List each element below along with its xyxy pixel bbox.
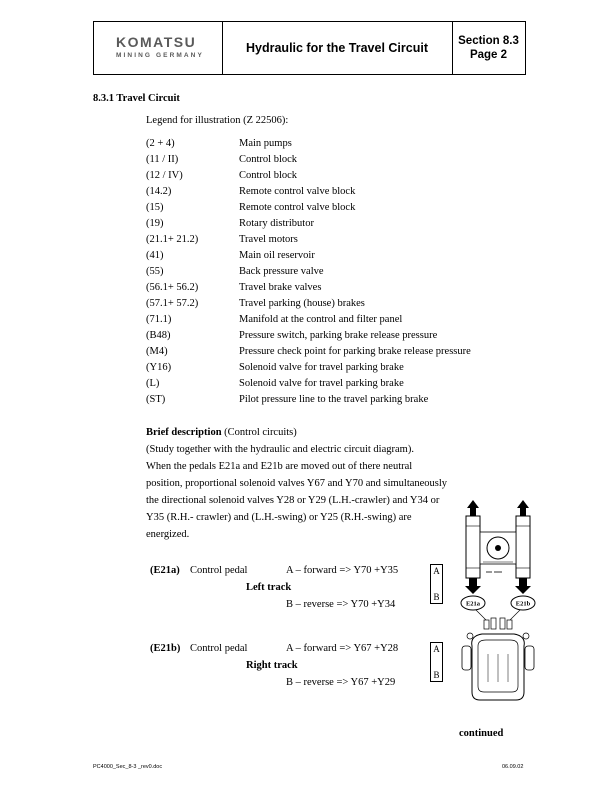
logo-cell	[94, 22, 223, 74]
legend-desc: Pressure check point for parking brake release pressure	[239, 346, 471, 357]
excavator-travel-illustration	[458, 496, 538, 702]
legend-desc: Solenoid valve for travel parking brake	[239, 378, 404, 389]
brief-line: (Study together with the hydraulic and electric circuit diagram).	[146, 444, 414, 455]
komatsu-logo: KOMATSU	[116, 34, 197, 50]
track-label: Left track	[246, 582, 292, 593]
brief-line: Y35 (R.H.- crawler) and (L.H.-swing) or Y25 (R.H.-swing) are	[146, 512, 412, 523]
legend-desc: Remote control valve block	[239, 202, 356, 213]
page-number: Page 2	[469, 49, 508, 61]
legend-code: (B48)	[146, 330, 171, 341]
pedal-label-left: E21a	[465, 600, 481, 608]
legend-desc: Back pressure valve	[239, 266, 324, 277]
legend-code: (19)	[146, 218, 164, 229]
legend-desc: Control block	[239, 170, 298, 181]
pedal-position-a: A	[433, 566, 440, 576]
pedal-position-b: B	[433, 670, 440, 680]
legend-desc: Travel brake valves	[239, 282, 322, 293]
legend-code: (57.1+ 57.2)	[146, 298, 199, 309]
legend-desc: Manifold at the control and filter panel	[239, 314, 403, 325]
brief-heading-rest: (Control circuits)	[221, 427, 297, 438]
pedal-label: Control pedal	[190, 643, 248, 654]
legend-desc: Travel parking (house) brakes	[239, 298, 365, 309]
pedal-label-right: E21b	[515, 600, 531, 608]
brief-line: the directional solenoid valves Y28 or Y29 (L.H.-crawler) and Y34 or	[146, 495, 440, 506]
legend-code: (14.2)	[146, 186, 172, 197]
pedal-symbol	[430, 564, 443, 604]
document-title: Hydraulic for the Travel Circuit	[222, 22, 453, 74]
legend-intro: Legend for illustration (Z 22506):	[146, 115, 289, 126]
legend-code: (11 / II)	[146, 154, 179, 165]
legend-desc: Pilot pressure line to the travel parking brake	[239, 394, 429, 405]
legend-code: (Y16)	[146, 362, 172, 373]
legend-desc: Main pumps	[239, 138, 292, 149]
pedal-position-a: A	[433, 644, 440, 654]
track-label: Right track	[246, 660, 298, 671]
pedal-id: (E21a)	[150, 565, 180, 576]
footer-filename: PC4000_Sec_8-3 _rev0.doc	[93, 764, 163, 770]
brief-line: position, proportional solenoid valves Y67 and Y70 and simultaneously	[146, 478, 448, 489]
legend-code: (ST)	[146, 394, 166, 405]
legend-desc: Rotary distributor	[239, 218, 314, 229]
footer-date: 06.09.02	[502, 764, 524, 770]
legend-desc: Main oil reservoir	[239, 250, 315, 261]
reverse-arrow-icon	[465, 578, 531, 594]
brief-line: energized.	[146, 529, 190, 540]
pedal-position-b: B	[433, 592, 440, 602]
legend-code: (L)	[146, 378, 160, 389]
legend-code: (15)	[146, 202, 164, 213]
legend-desc: Solenoid valve for travel parking brake	[239, 362, 404, 373]
legend-code: (21.1+ 21.2)	[146, 234, 199, 245]
pedal-reverse: B – reverse => Y70 +Y34	[286, 599, 396, 610]
pedal-forward: A – forward => Y67 +Y28	[286, 643, 399, 654]
legend-code: (2 + 4)	[146, 138, 175, 149]
pedal-symbol	[430, 642, 443, 682]
pedal-label: Control pedal	[190, 565, 248, 576]
pedal-id: (E21b)	[150, 643, 181, 654]
section-heading: 8.3.1 Travel Circuit	[93, 93, 180, 104]
pedal-forward: A – forward => Y70 +Y35	[286, 565, 399, 576]
legend-desc: Pressure switch, parking brake release pressure	[239, 330, 438, 341]
section-number: Section 8.3	[458, 35, 519, 47]
legend-code: (12 / IV)	[146, 170, 183, 181]
brief-line: When the pedals E21a and E21b are moved out of there neutral	[146, 461, 413, 472]
brief-heading	[146, 427, 297, 438]
logo-subtext: MINING GERMANY	[116, 52, 204, 59]
legend-desc: Travel motors	[239, 234, 298, 245]
legend-desc: Control block	[239, 154, 298, 165]
legend-code: (41)	[146, 250, 164, 261]
legend-desc: Remote control valve block	[239, 186, 356, 197]
legend-code: (56.1+ 56.2)	[146, 282, 199, 293]
page-header	[93, 21, 526, 75]
legend-code: (M4)	[146, 346, 168, 357]
pedal-reverse: B – reverse => Y67 +Y29	[286, 677, 396, 688]
operator-seat-icon	[462, 634, 534, 700]
forward-arrow-icon	[467, 500, 529, 516]
section-info	[452, 22, 525, 74]
pedal-label-circles	[461, 596, 535, 620]
continued-note: continued	[459, 728, 504, 739]
legend-code: (55)	[146, 266, 164, 277]
brief-heading-bold: Brief description	[146, 427, 222, 438]
legend-code: (71.1)	[146, 314, 172, 325]
crawler-top-view	[466, 516, 530, 578]
